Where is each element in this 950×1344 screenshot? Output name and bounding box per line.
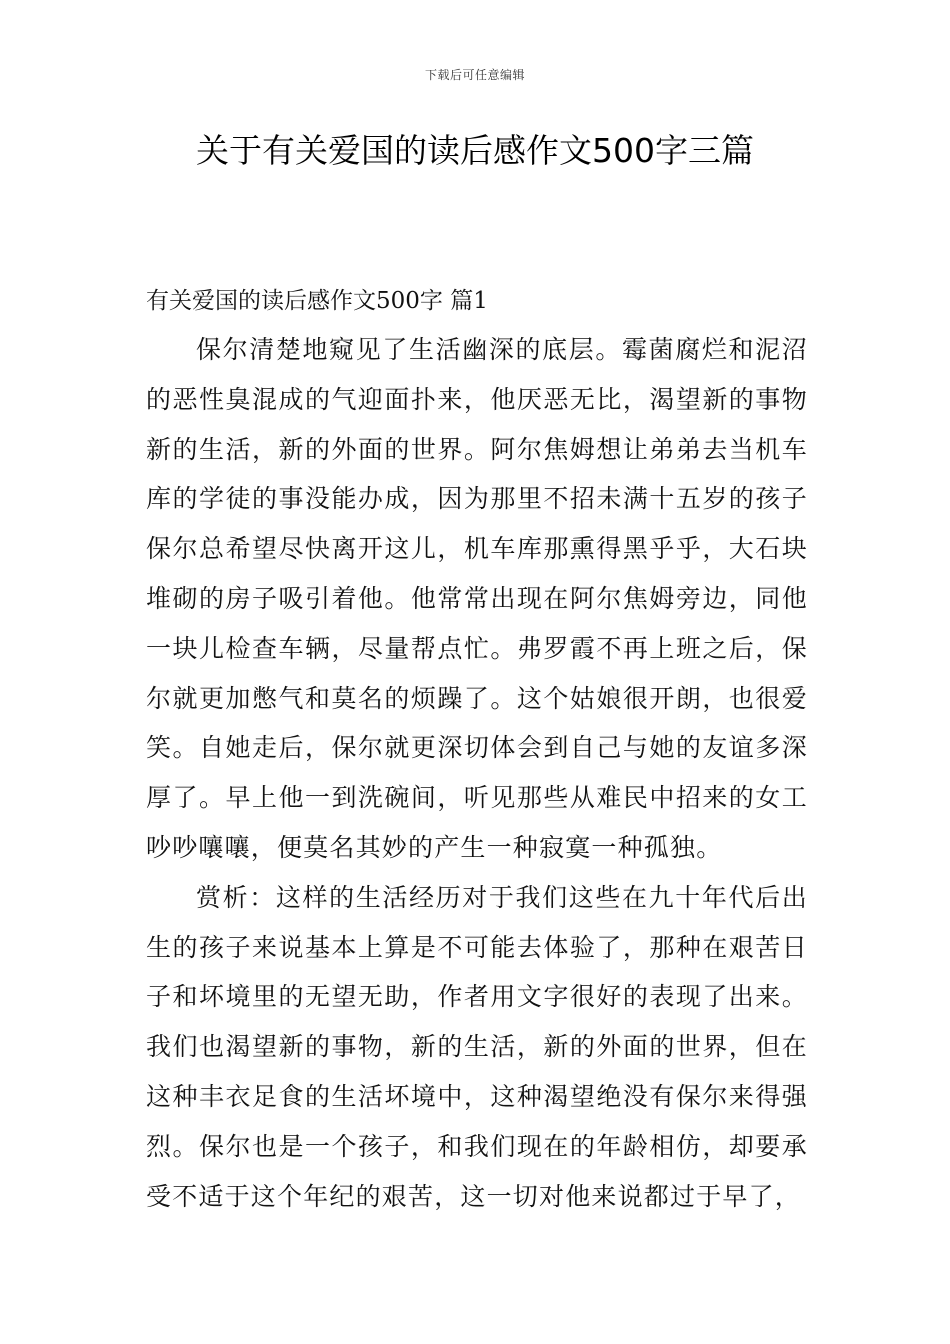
- paragraph-2: 赏析：这样的生活经历对于我们这些在九十年代后出生的孩子来说基本上算是不可能去体验了，那种在艰苦日子和坏境里的无望无助，作者用文字很好的表现了出来。我们也渴望新的事物，新的生活，新的外面的世界，但在这种丰衣足食的生活坏境中，这种渴望绝没有保尔来得强烈。保尔也是一个孩子，和我们现在的年龄相仿，却要承受不适于这个年纪的艰苦，这一切对他来说都过于早了，: [146, 882, 808, 1211]
- document-body: [146, 277, 808, 1221]
- paragraph-1: 保尔清楚地窥见了生活幽深的底层。霉菌腐烂和泥沼的恶性臭混成的气迎面扑来，他厌恶无比，渴望新的事物新的生活，新的外面的世界。阿尔焦姆想让弟弟去当机车库的学徒的事没能办成，因为那里不招未满十五岁的孩子保尔总希望尽快离开这儿，机车库那熏得黑乎乎，大石块堆砌的房子吸引着他。他常常出现在阿尔焦姆旁边，同他一块儿检查车辆，尽量帮点忙。弗罗霞不再上班之后，保尔就更加憋气和莫名的烦躁了。这个姑娘很开朗，也很爱笑。自她走后，保尔就更深切体会到自己与她的友谊多深厚了。早上他一到洗碗间，听见那些从难民中招来的女工吵吵嚷嚷，便莫名其妙的产生一种寂寞一种孤独。: [146, 335, 808, 862]
- header-note: 下载后可任意编辑: [424, 68, 525, 82]
- section-heading: 有关爱国的读后感作文500字 篇1: [146, 288, 488, 314]
- document-title: 关于有关爱国的读后感作文500字三篇: [196, 131, 754, 170]
